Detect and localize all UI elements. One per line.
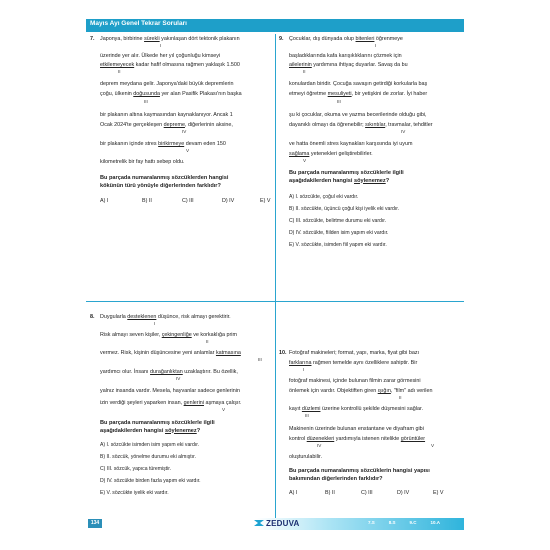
answer-option-e[interactable]: E) V: [433, 490, 444, 496]
marker-3: III: [337, 99, 341, 104]
answer-option-d[interactable]: D) IV: [222, 198, 235, 204]
answer-key-item: 7.S: [368, 520, 375, 525]
question-text-line: Duygularla desteklenen düşünce, risk almayı gerektirir.: [100, 314, 231, 320]
answer-option-b[interactable]: B) II: [325, 490, 335, 496]
marker-2: II: [399, 395, 402, 400]
marker-4: IV: [317, 443, 322, 448]
answer-option-e[interactable]: E) V. sözcükte iyelik eki vardır.: [100, 490, 169, 496]
question-text-line: çoğu, ülkenin doğusunda yer alan Pasifik Plakası'nın başka: [100, 91, 242, 97]
answer-option-d[interactable]: D) IV. sözcükte, fiilden isim yapım eki vardır.: [289, 230, 389, 236]
question-text-line: ailelerinin yardımına ihtiyaç duyarlar. Savaş da bu: [289, 62, 408, 68]
answer-option-a[interactable]: A) I. sözcükte, çoğul eki vardır.: [289, 194, 359, 200]
question-10: [279, 350, 461, 510]
question-text-line: Çocuklar, dış dünyada olup bitenleri öğrenmeye: [289, 36, 403, 42]
answer-option-c[interactable]: C) III: [361, 490, 373, 496]
question-text-line: Ocak 2024'te gerçekleşen depreme, diğerlerinin aksine,: [100, 122, 233, 128]
question-text-line: Japonya, birbirine sürekli yakınlaşan dört tektonik plakanın: [100, 36, 240, 42]
answer-option-b[interactable]: B) II. sözcükte, üçüncü çoğul kişi iyelik eki vardır.: [289, 206, 400, 212]
marker-5: V: [222, 407, 226, 412]
question-number: 9.: [279, 36, 284, 42]
marker-2: II: [206, 339, 209, 344]
brand-logo-icon: [254, 518, 264, 528]
question-text-line: konulardan biridir. Çocuğa savaşın getirdiği korkularla baş: [289, 81, 428, 87]
question-text-line: etkilemeyecek kadar hafif olmasına rağmen yaklaşık 1.500: [100, 62, 240, 68]
question-9: [279, 36, 461, 286]
question-text-line: kilometrelik bir fay hattı sebep oldu.: [100, 159, 185, 165]
marker-5: V: [186, 148, 190, 153]
question-text-line: oluşturulabilir.: [289, 454, 322, 460]
question-text-line: Fotoğraf makineleri; format, yapı, marka, fiyat gibi bazı: [289, 350, 420, 356]
question-stem: Bu parçada numaralanmış sözcüklerle ilgili aşağıdakilerden hangisi söylenemez?: [289, 170, 404, 184]
marker-2: II: [303, 69, 306, 74]
question-text-line: dayanıklı olmayı da öğrenebilir; sıkıntılar, travmalar, tehditler: [289, 122, 433, 128]
question-text-line: deprem meydana gelir. Japonya'daki büyük depremlerin: [100, 81, 234, 87]
marker-3: III: [258, 357, 262, 362]
question-text-line: yalnız insanda vardır. Mesela, hayvanlar sadece genlerinin: [100, 388, 240, 394]
marker-1: I: [154, 321, 156, 326]
marker-3: III: [305, 413, 309, 418]
question-text-line: bir plakanın altına kaymasından kaynaklanıyor. Ancak 1: [100, 112, 233, 118]
question-text-line: üzerinde yer alır. Ülkede her yıl çoğunluğu kimseyi: [100, 53, 221, 59]
marker-4: IV: [182, 129, 187, 134]
question-text-line: yardımcı olur. İnsanı durağanlıktan uzaklaştırır. Bu özellik,: [100, 369, 238, 375]
marker-5: V: [303, 158, 307, 163]
question-text-line: şu ki çocuklar, okuma ve yazma becerilerinde olduğu gibi,: [289, 112, 427, 118]
marker-3: III: [144, 99, 148, 104]
page-title: Mayıs Ayı Genel Tekrar Soruları: [90, 20, 187, 27]
answer-option-e[interactable]: E) V. sözcükte, isimden fiil yapım eki vardır.: [289, 242, 387, 248]
brand-name: ZEDUVA: [266, 518, 300, 528]
question-number: 8.: [90, 314, 95, 320]
answer-key-item: 10.A: [430, 520, 441, 525]
question-stem: Bu parçada numaralanmış sözcüklerle ilgili aşağıdakilerden hangisi söylenemez?: [100, 420, 215, 434]
question-text-line: kayıt düzlemi üzerine kontrollü şekilde düşmesini sağlar.: [289, 406, 423, 412]
marker-5: V: [431, 443, 435, 448]
question-8: [90, 314, 272, 514]
question-text-line: izin verdiği şeyleri yaparken insan, genlerini aşmaya çalışır.: [100, 400, 242, 406]
answer-option-c[interactable]: C) III. sözcükte, belirtme durumu eki vardır.: [289, 218, 387, 224]
question-stem: Bu parçada numaralanmış sözcüklerin hangisi yapısı bakımından diğerlerinden farklıdır?: [289, 468, 430, 482]
answer-option-d[interactable]: D) IV: [397, 490, 410, 496]
answer-option-b[interactable]: B) II: [142, 198, 152, 204]
marker-2: II: [118, 69, 121, 74]
marker-1: I: [303, 367, 305, 372]
question-text-line: etmeyi öğretme mesuliyeti, bir yetişkini de zorlar. İyi haber: [289, 91, 428, 97]
answer-option-b[interactable]: B) II. sözcük, yönelme durumu eki almıştır.: [100, 454, 196, 460]
answer-key: [368, 520, 440, 525]
row-divider: [86, 301, 464, 302]
answer-key-item: 8.S: [388, 520, 396, 525]
answer-option-a[interactable]: A) I: [100, 198, 109, 204]
answer-option-a[interactable]: A) I: [289, 490, 298, 496]
question-text-line: vermez. Risk, kişinin düşüncesine yeni anlamlar katmasına: [100, 350, 241, 356]
page-number: 134: [88, 519, 102, 528]
question-text-line: farklarına rağmen temelde aynı özelliklere sahiptir. Bir: [289, 360, 418, 366]
question-text-line: Risk almayı seven kişiler, çekingenliğe ve korkaklığa prim: [100, 332, 237, 338]
question-stem: Bu parçada numaralanmış sözcüklerden hangisi kökünün türü yönüyle diğerlerinden farklıdır?: [100, 175, 229, 189]
marker-4: IV: [176, 376, 181, 381]
question-text-line: sağlama yetenekleri geliştirebilirler.: [289, 151, 373, 157]
question-text-line: önlemek için vardır. Objektiften giren ışığın, "film" adı verilen: [289, 388, 433, 394]
question-number: 7.: [90, 36, 95, 42]
answer-key-item: 9.C: [409, 520, 417, 525]
marker-1: I: [160, 43, 162, 48]
question-7: [90, 36, 272, 211]
question-text-line: Makinenin üzerinde bulunan enstantane ve diyafram gibi: [289, 426, 424, 432]
question-text-line: kontrol düzenekleri yardımıyla istenen nitelikte görüntüler: [289, 436, 426, 442]
answer-option-e[interactable]: E) V: [260, 198, 271, 204]
answer-option-c[interactable]: C) III: [182, 198, 194, 204]
question-text-line: fotoğraf makinesi, içinde bulunan filmin zarar görmesini: [289, 378, 421, 384]
question-text-line: bir plakanın içinde stres birikirmeye devam eden 150: [100, 141, 226, 147]
brand-logo: [254, 517, 300, 529]
question-text-line: ve hatta önemli stres kaynakları karşısında iyi uyum: [289, 141, 413, 147]
marker-1: I: [375, 43, 377, 48]
question-number: 10.: [279, 350, 287, 356]
answer-option-a[interactable]: A) I. sözcükte isimden isim yapım eki vardır.: [100, 442, 200, 448]
answer-option-d[interactable]: D) IV. sözcükte birden fazla yapım eki vardır.: [100, 478, 201, 484]
answer-option-c[interactable]: C) III. sözcük, yapıca türemiştir.: [100, 466, 172, 472]
question-text-line: başladıklarında kafa karışıklıklarını çözmek için: [289, 53, 402, 59]
header-bar: [86, 19, 464, 32]
column-divider: [275, 34, 276, 520]
marker-4: IV: [401, 129, 406, 134]
